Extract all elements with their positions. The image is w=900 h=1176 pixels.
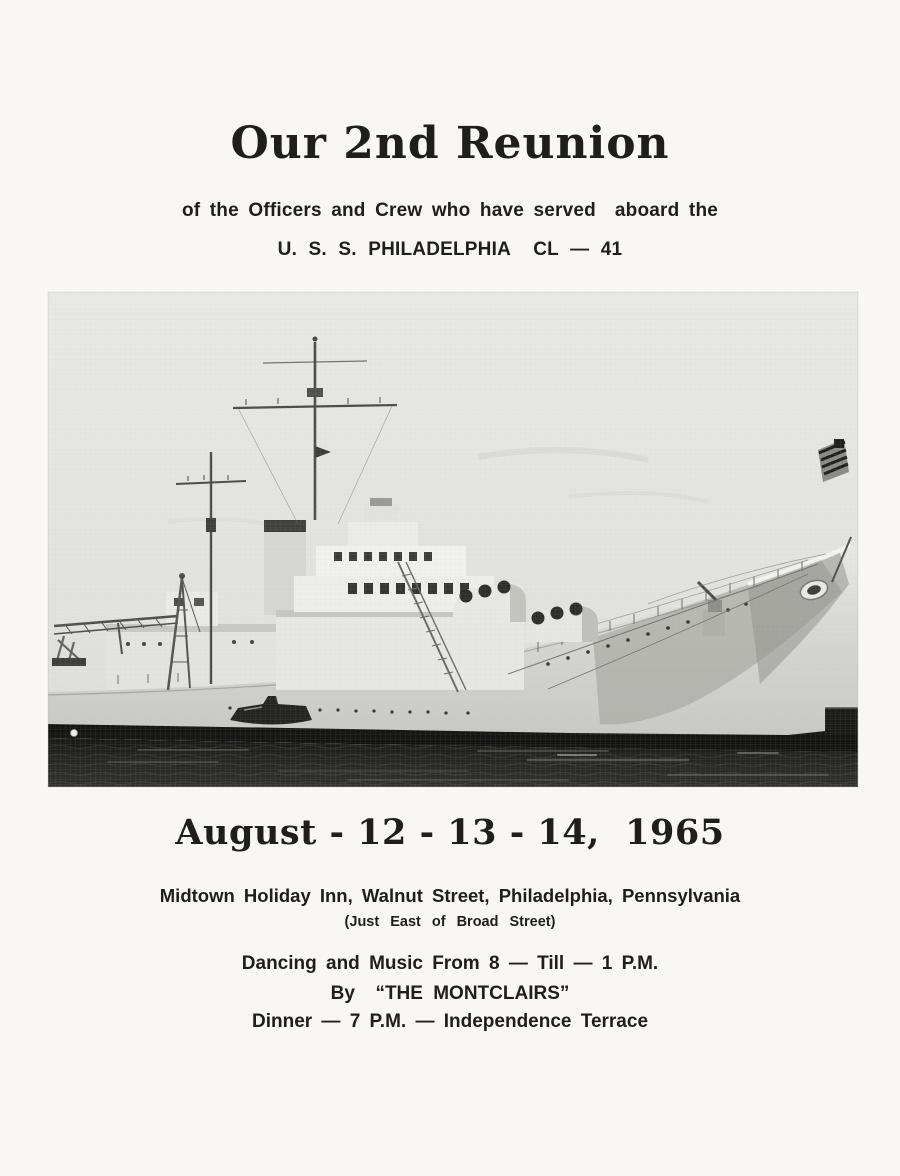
- venue-line: Midtown Holiday Inn, Walnut Street, Philadelphia, Pennsylvania: [159, 885, 741, 906]
- page-title: Our 2nd Reunion: [230, 118, 670, 169]
- halftone-grain-overlay: [48, 292, 858, 787]
- event-line-dinner: Dinner — 7 P.M. — Independence Terrace: [251, 1011, 649, 1032]
- event-line-dancing: Dancing and Music From 8 — Till — 1 P.M.: [241, 953, 659, 974]
- subtitle-line-1: of the Officers and Crew who have served aboard the: [181, 200, 719, 221]
- venue-note: (Just East of Broad Street): [344, 914, 556, 930]
- date-line: August - 12 - 13 - 14, 1965: [175, 812, 725, 853]
- subtitle-line-2: U. S. S. PHILADELPHIA CL — 41: [277, 239, 623, 260]
- ship-photo: [48, 292, 858, 787]
- event-line-band: By “THE MONTCLAIRS”: [330, 983, 570, 1004]
- ship-photo-illustration: [48, 292, 858, 787]
